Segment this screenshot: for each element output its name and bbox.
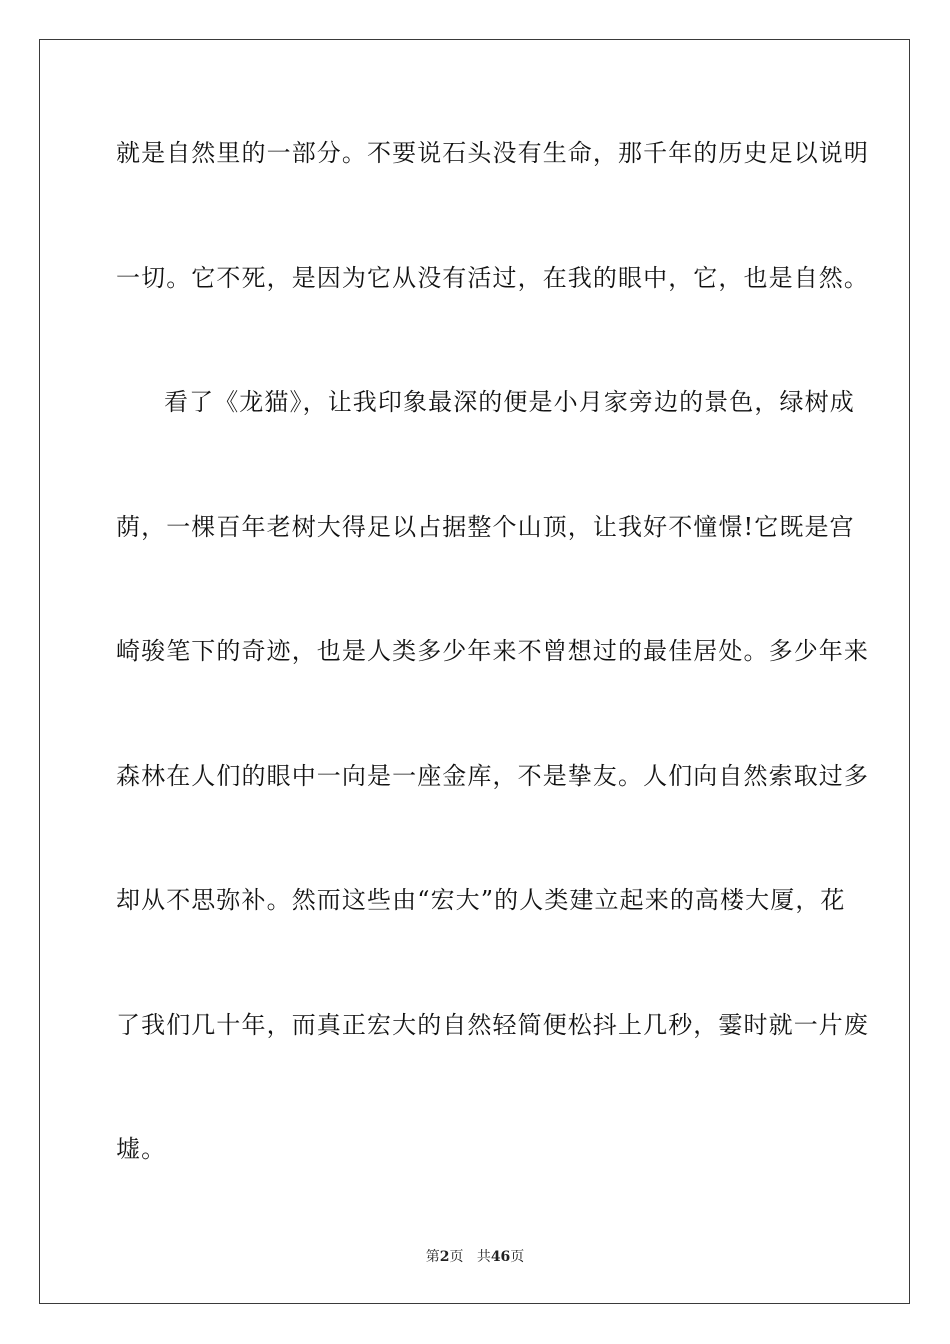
total-unit: 页 bbox=[510, 1249, 525, 1265]
page-footer bbox=[0, 1246, 950, 1266]
text-line: 森林在人们的眼中一向是一座金库，不是挚友。人们向自然索取过多 bbox=[116, 761, 869, 790]
page-unit: 页 bbox=[449, 1249, 464, 1265]
page-prefix: 第 bbox=[425, 1249, 440, 1265]
text-line: 荫，一棵百年老树大得足以占据整个山顶，让我好不憧憬!它既是宫 bbox=[116, 512, 855, 541]
total-prefix: 共 bbox=[476, 1249, 491, 1265]
text-line: 墟。 bbox=[116, 1135, 167, 1163]
text-line: 却从不思弥补。然而这些由“宏大”的人类建立起来的高楼大厦，花 bbox=[116, 886, 846, 914]
text-line: 崎骏笔下的奇迹，也是人类多少年来不曾想过的最佳居处。多少年来 bbox=[116, 637, 869, 665]
total-pages: 46 bbox=[490, 1249, 511, 1265]
page-number: 2 bbox=[439, 1249, 450, 1265]
text-line: 就是自然里的一部分。不要说石头没有生命，那千年的历史足以说明 bbox=[116, 139, 869, 167]
text-line: 了我们几十年，而真正宏大的自然轻简便松抖上几秒，霎时就一片废 bbox=[116, 1010, 869, 1039]
document-body bbox=[116, 125, 869, 1246]
text-line: 一切。它不死，是因为它从没有活过，在我的眼中，它，也是自然。 bbox=[116, 263, 869, 292]
paragraph-start-line: 看了《龙猫》，让我印象最深的便是小月家旁边的景色，绿树成 bbox=[164, 388, 855, 416]
